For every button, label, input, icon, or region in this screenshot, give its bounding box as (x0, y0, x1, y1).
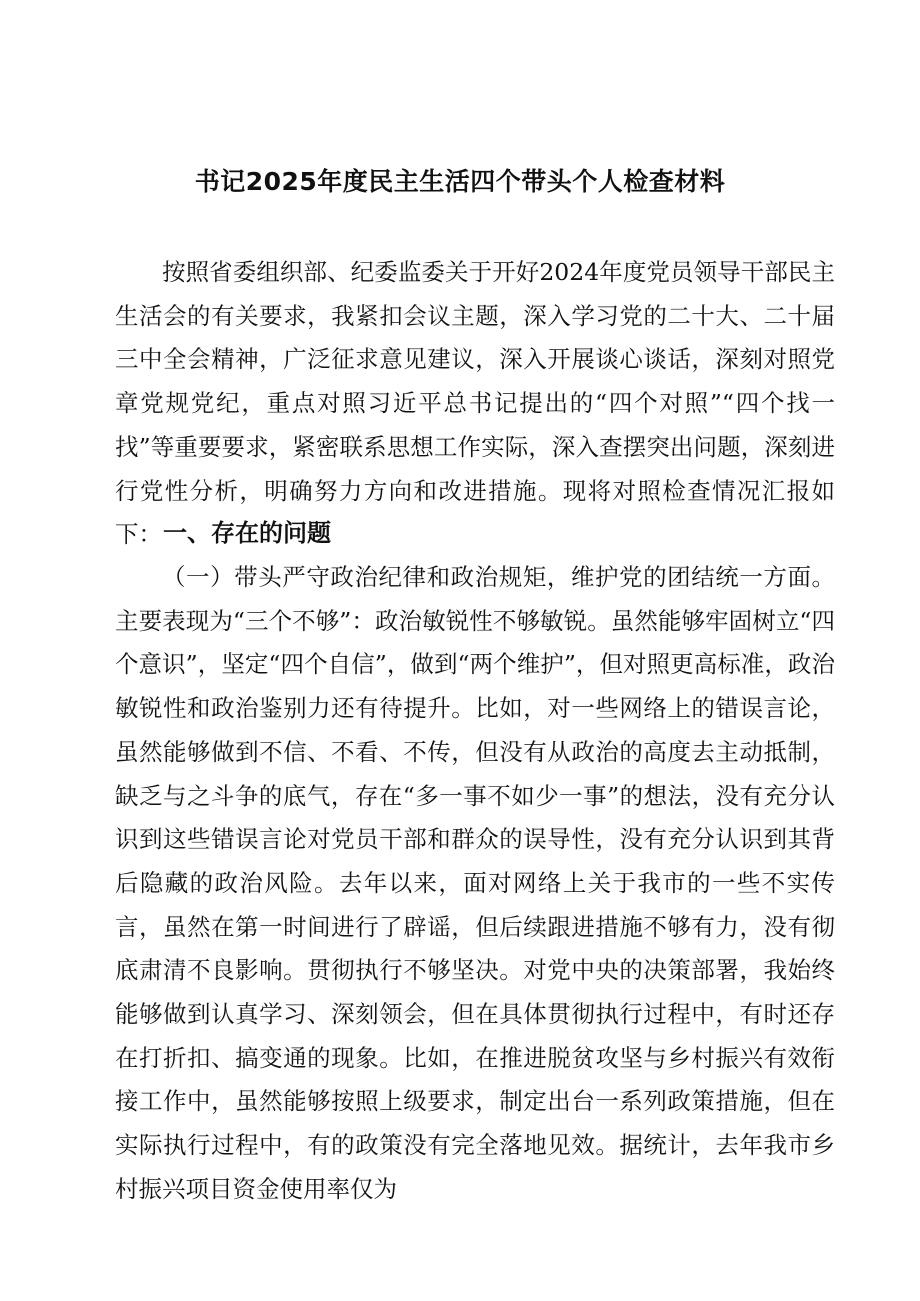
document-title: 书记2025年度民主生活四个带头个人检查材料 (194, 167, 726, 196)
section-heading: 一、存在的问题 (163, 519, 331, 547)
intro-paragraph: 按照省委组织部、纪委监委关于开好2024年度党员领导干部民主生活会的有关要求，我紧扣会议主题，深入学习党的二十大、二十届三中全会精神，广泛征求意见建议，深入开展谈心谈话，深刻对照党章党规党纪，重点对照习近平总书记提出的“四个对照”“四个找一找”等重要要求，紧密联系思想工作实际，深入查摆突出问题，深刻进行党性分析，明确努力方向和改进措施。现将对照检查情况汇报如下： (115, 258, 835, 549)
section-paragraph: （一）带头严守政治纪律和政治规矩，维护党的团结统一方面。主要表现为“三个不够”：政治敏锐性不够敏锐。虽然能够牢固树立“四个意识”，坚定“四个自信”，做到“两个维护”，但对照更高标准，政治敏锐性和政治鉴别力还有待提升。比如，对一些网络上的错误言论，虽然能够做到不信、不看、不传，但没有从政治的高度去主动抵制，缺乏与之斗争的底气，存在“多一事不如少一事”的想法，没有充分认识到这些错误言论对党员干部和群众的误导性，没有充分认识到其背后隐藏的政治风险。去年以来，面对网络上关于我市的一些不实传言，虽然在第一时间进行了辟谣，但后续跟进措施不够有力，没有彻底肃清不良影响。贯彻执行不够坚决。对党中央的决策部署，我始终能够做到认真学习、深刻领会，但在具体贯彻执行过程中，有时还存在打折扣、搞变通的现象。比如，在推进脱贫攻坚与乡村振兴有效衔接工作中，虽然能够按照上级要求，制定出台一系列政策措施，但在实际执行过程中，有的政策没有完全落地见效。据统计，去年我市乡村振兴项目资金使用率仅为 (115, 563, 835, 1203)
